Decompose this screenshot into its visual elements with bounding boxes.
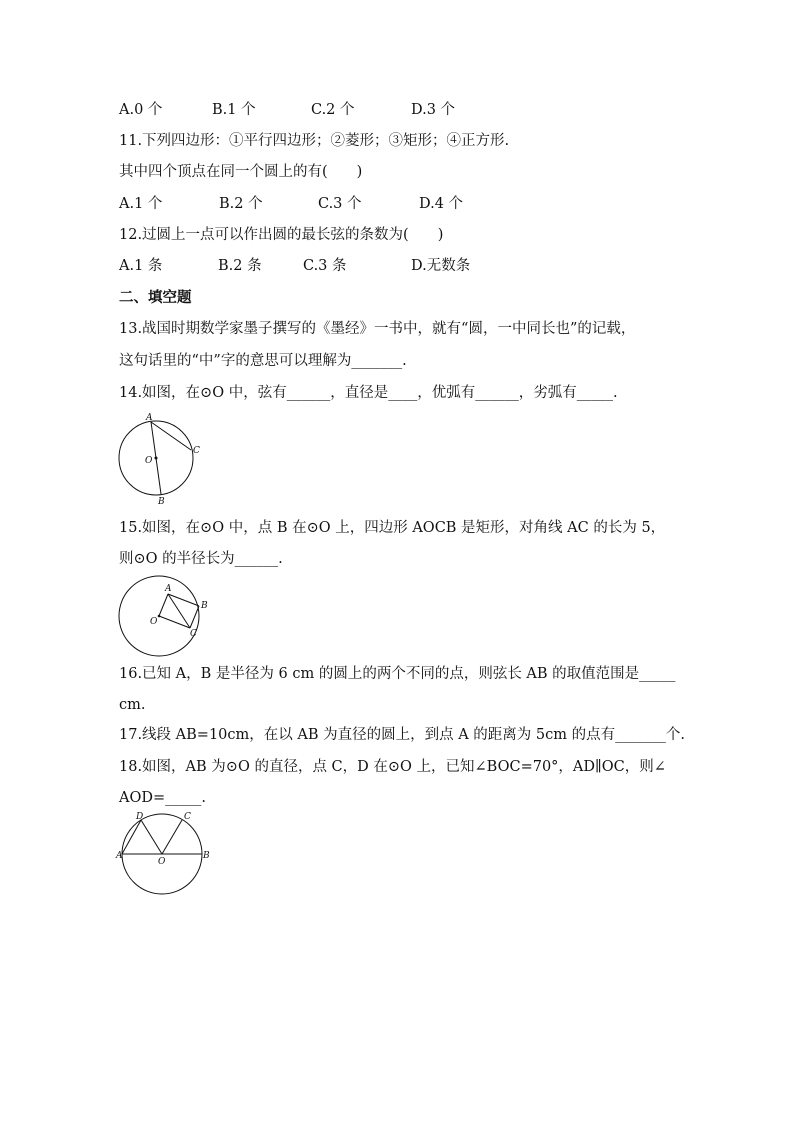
q18-stem-line1: 18.如图，AB 为⊙O 的直径，点 C，D 在⊙O 上，已知∠BOC=70°，AD∥OC，则∠ bbox=[119, 759, 666, 775]
q18-label-b: B bbox=[203, 851, 210, 861]
q14-stem: 14.如图，在⊙O 中，弦有______，直径是____，优弧有______，劣弧有_____. bbox=[119, 385, 618, 401]
q10-option-b: B.1 个 bbox=[212, 102, 256, 118]
q15-label-c: C bbox=[190, 629, 197, 639]
q17-stem: 17.线段 AB=10cm，在以 AB 为直径的圆上，到点 A 的距离为 5cm 的点有_______个. bbox=[119, 727, 685, 743]
q11-option-a: A.1 个 bbox=[119, 196, 163, 212]
q11-stem-line2: 其中四个顶点在同一个圆上的有( ) bbox=[119, 164, 363, 180]
q15-side-co bbox=[159, 616, 190, 628]
q18-label-o: O bbox=[158, 857, 166, 867]
q18-label-a: A bbox=[116, 851, 123, 861]
q12-option-b: B.2 条 bbox=[218, 258, 262, 274]
q15-stem-line1: 15.如图，在⊙O 中，点 B 在⊙O 上，四边形 AOCB 是矩形，对角线 AC 的长为 5， bbox=[119, 520, 666, 536]
q11-option-b: B.2 个 bbox=[219, 196, 263, 212]
q18-radius-oc bbox=[162, 820, 182, 854]
q18-radius-od bbox=[141, 820, 162, 854]
q16-stem-line1: 16.已知 A，B 是半径为 6 cm 的圆上的两个不同的点，则弦长 AB 的取值范围是_____ bbox=[119, 666, 676, 682]
q18-stem-line2: AOD=_____. bbox=[119, 790, 206, 806]
q10-option-d: D.3 个 bbox=[411, 102, 456, 118]
q14-center-dot bbox=[155, 457, 158, 460]
q14-label-c: C bbox=[193, 446, 200, 456]
q14-label-a: A bbox=[146, 413, 153, 423]
q14-chord-ac bbox=[151, 422, 191, 450]
q14-circle-figure bbox=[110, 408, 210, 508]
q10-option-c: C.2 个 bbox=[311, 102, 355, 118]
q18-chord-ad bbox=[122, 820, 141, 854]
q12-stem: 12.过圆上一点可以作出圆的最长弦的条数为( ) bbox=[119, 227, 444, 243]
q10-option-a: A.0 个 bbox=[119, 102, 163, 118]
q18-circle-figure bbox=[116, 810, 216, 900]
q15-label-o: O bbox=[150, 617, 158, 627]
q12-option-a: A.1 条 bbox=[119, 258, 163, 274]
q11-stem-line1: 11.下列四边形：①平行四边形；②菱形；③矩形；④正方形. bbox=[119, 133, 510, 149]
q18-label-c: C bbox=[184, 812, 191, 822]
q12-option-d: D.无数条 bbox=[411, 258, 471, 274]
q15-side-ab bbox=[168, 594, 199, 606]
q13-stem-line2: 这句话里的“中”字的意思可以理解为_______. bbox=[119, 353, 407, 369]
q12-option-c: C.3 条 bbox=[303, 258, 347, 274]
q15-center-dot bbox=[158, 615, 161, 618]
q13-stem-line1: 13.战国时期数学家墨子撰写的《墨经》一书中，就有“圆，一中同长也”的记载， bbox=[119, 321, 636, 337]
q15-circle-figure bbox=[110, 572, 220, 662]
q16-stem-line2: cm. bbox=[119, 697, 146, 713]
q15-side-oa bbox=[159, 594, 168, 616]
q15-label-a: A bbox=[165, 584, 172, 594]
q15-label-b: B bbox=[201, 601, 208, 611]
q14-label-b: B bbox=[158, 497, 165, 507]
section-heading-fill-in: 二、填空题 bbox=[119, 290, 192, 306]
q14-label-o: O bbox=[145, 456, 153, 466]
q18-label-d: D bbox=[136, 812, 144, 822]
q11-option-d: D.4 个 bbox=[419, 196, 464, 212]
q11-option-c: C.3 个 bbox=[318, 196, 362, 212]
q15-diagonal-ac bbox=[168, 594, 190, 628]
q15-stem-line2: 则⊙O 的半径长为______. bbox=[119, 551, 283, 567]
